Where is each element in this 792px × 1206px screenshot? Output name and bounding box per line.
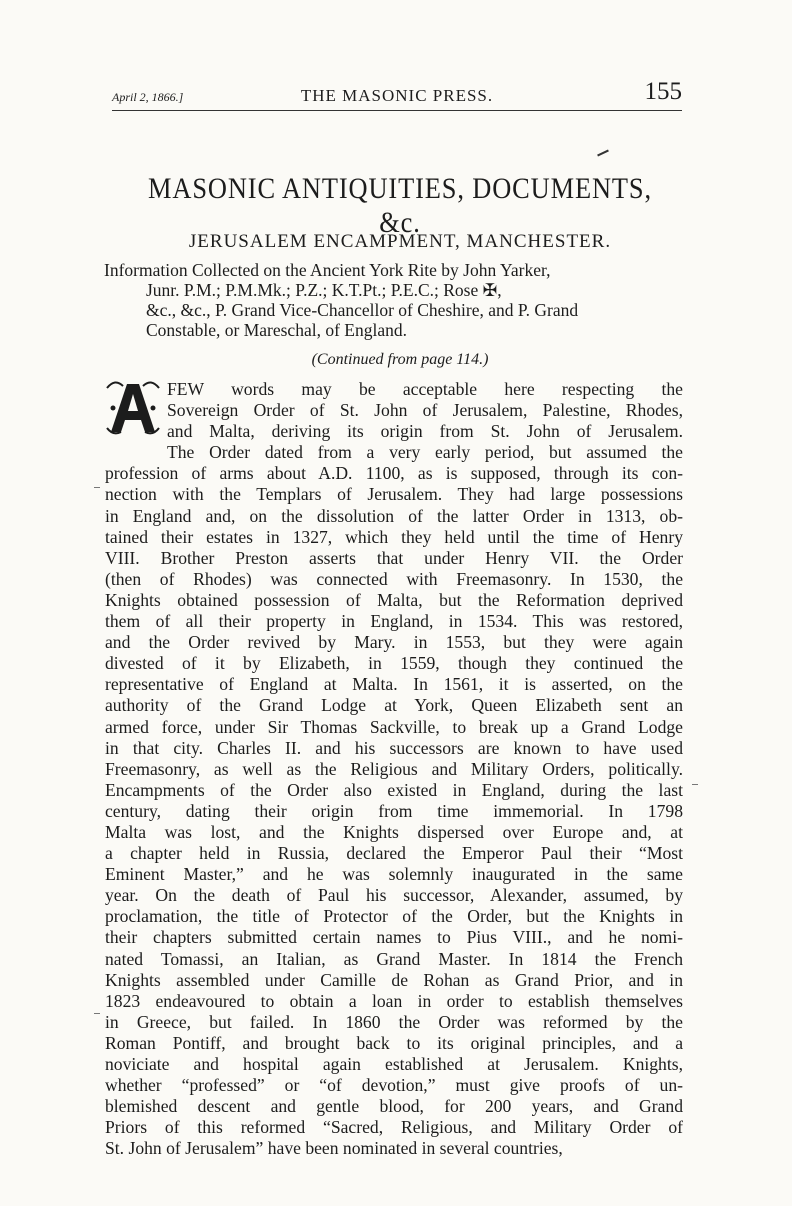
body-line: 1823 endeavoured to obtain a loan in order to establish themselves	[105, 990, 683, 1011]
body-line: them of all their property in England, in 1534. This was restored,	[105, 611, 683, 632]
header-rule	[112, 110, 682, 111]
body-line: The Order dated from a very early period, but assumed the	[167, 442, 683, 463]
body-line: and the Order revived by Mary. in 1553, but they were again	[105, 632, 683, 653]
article-subtitle: JERUSALEM ENCAMPMENT, MANCHESTER.	[188, 231, 612, 252]
body-line: their chapters submitted certain names to Pius VIII., and he nomi-	[105, 927, 683, 948]
margin-mark	[94, 487, 100, 488]
body-line: representative of England at Malta. In 1561, it is asserted, on the	[105, 674, 683, 695]
header-date: April 2, 1866.]	[112, 90, 184, 104]
body-line: authority of the Grand Lodge at York, Queen Elizabeth sent an	[105, 695, 683, 716]
running-header	[112, 78, 682, 108]
article-byline	[104, 260, 679, 340]
body-line: Knights obtained possession of Malta, but the Reformation deprived	[105, 589, 683, 610]
body-line: noviciate and hospital again established at Jerusalem. Knights,	[105, 1054, 683, 1074]
body-line: Eminent Master,” and he was solemnly inaugurated in the same	[105, 864, 683, 885]
body-line: blemished descent and gentle blood, for 200 years, and Grand	[105, 1096, 683, 1117]
body-line: in that city. Charles II. and his successors are known to have used	[105, 737, 683, 758]
body-line: and Malta, deriving its origin from St. John of Jerusalem.	[167, 421, 683, 442]
body-line: year. On the death of Paul his successor, Alexander, assumed, by	[105, 885, 683, 906]
body-line: century, dating their origin from time immemorial. In 1798	[105, 800, 683, 821]
body-line: in England and, on the dissolution of the latter Order in 1313, ob-	[105, 505, 683, 526]
article-title: MASONIC ANTIQUITIES, DOCUMENTS, &c.	[148, 172, 652, 239]
byline-first-line: Information Collected on the Ancient York Rite by John Yarker,	[104, 260, 551, 280]
body-line: proclamation, the title of Protector of the Order, but the Knights in	[105, 906, 683, 927]
body-line: VIII. Brother Preston asserts that under Henry VII. the Order	[105, 547, 683, 568]
byline-line: Constable, or Mareschal, of England.	[146, 320, 407, 340]
body-line: Freemasonry, as well as the Religious and Military Orders, politically.	[105, 758, 683, 779]
byline-line: &c., &c., P. Grand Vice-Chancellor of Cheshire, and P. Grand	[146, 300, 579, 320]
body-line: FEW words may be acceptable here respecting the	[167, 379, 683, 399]
body-line: Malta was lost, and the Knights dispersed over Europe and, at	[105, 821, 683, 842]
body-line: tained their estates in 1327, which they held until the time of Henry	[105, 526, 683, 547]
body-line: armed force, under Sir Thomas Sackville, to break up a Grand Lodge	[105, 716, 683, 737]
body-line: divested of it by Elizabeth, in 1559, though they continued the	[105, 653, 683, 674]
body-line: Sovereign Order of St. John of Jerusalem, Palestine, Rhodes,	[167, 400, 683, 421]
stray-mark	[597, 150, 609, 157]
margin-mark	[692, 784, 698, 785]
byline-line: Junr. P.M.; P.M.Mk.; P.Z.; K.T.Pt.; P.E.C.; Rose ✠,	[146, 280, 502, 300]
body-line: profession of arms about A.D. 1100, as is supposed, through its con-	[105, 463, 683, 484]
body-line: whether “professed” or “of devotion,” must give proofs of un-	[105, 1075, 683, 1096]
margin-mark	[94, 1013, 100, 1014]
body-line: St. John of Jerusalem” have been nominated in several countries,	[105, 1138, 563, 1159]
body-line: in Greece, but failed. In 1860 the Order was reformed by the	[105, 1011, 683, 1032]
body-line: nection with the Templars of Jerusalem. They had large possessions	[105, 484, 683, 505]
body-line: a chapter held in Russia, declared the Emperor Paul their “Most	[105, 843, 683, 864]
body-line: (then of Rhodes) was connected with Freemasonry. In 1530, the	[105, 568, 683, 589]
page-number: 155	[644, 78, 682, 105]
body-line: Encampments of the Order also existed in England, during the last	[105, 779, 683, 800]
body-line: Priors of this reformed “Sacred, Religious, and Military Order of	[105, 1117, 683, 1138]
article-body	[105, 379, 683, 1159]
body-line: Knights assembled under Camille de Rohan as Grand Prior, and in	[105, 969, 683, 990]
body-line: nated Tomassi, an Italian, as Grand Master. In 1814 the French	[105, 948, 683, 969]
body-line: Roman Pontiff, and brought back to its original principles, and a	[105, 1032, 683, 1053]
running-title: THE MASONIC PRESS.	[300, 86, 494, 105]
continued-note: (Continued from page 114.)	[311, 351, 489, 368]
